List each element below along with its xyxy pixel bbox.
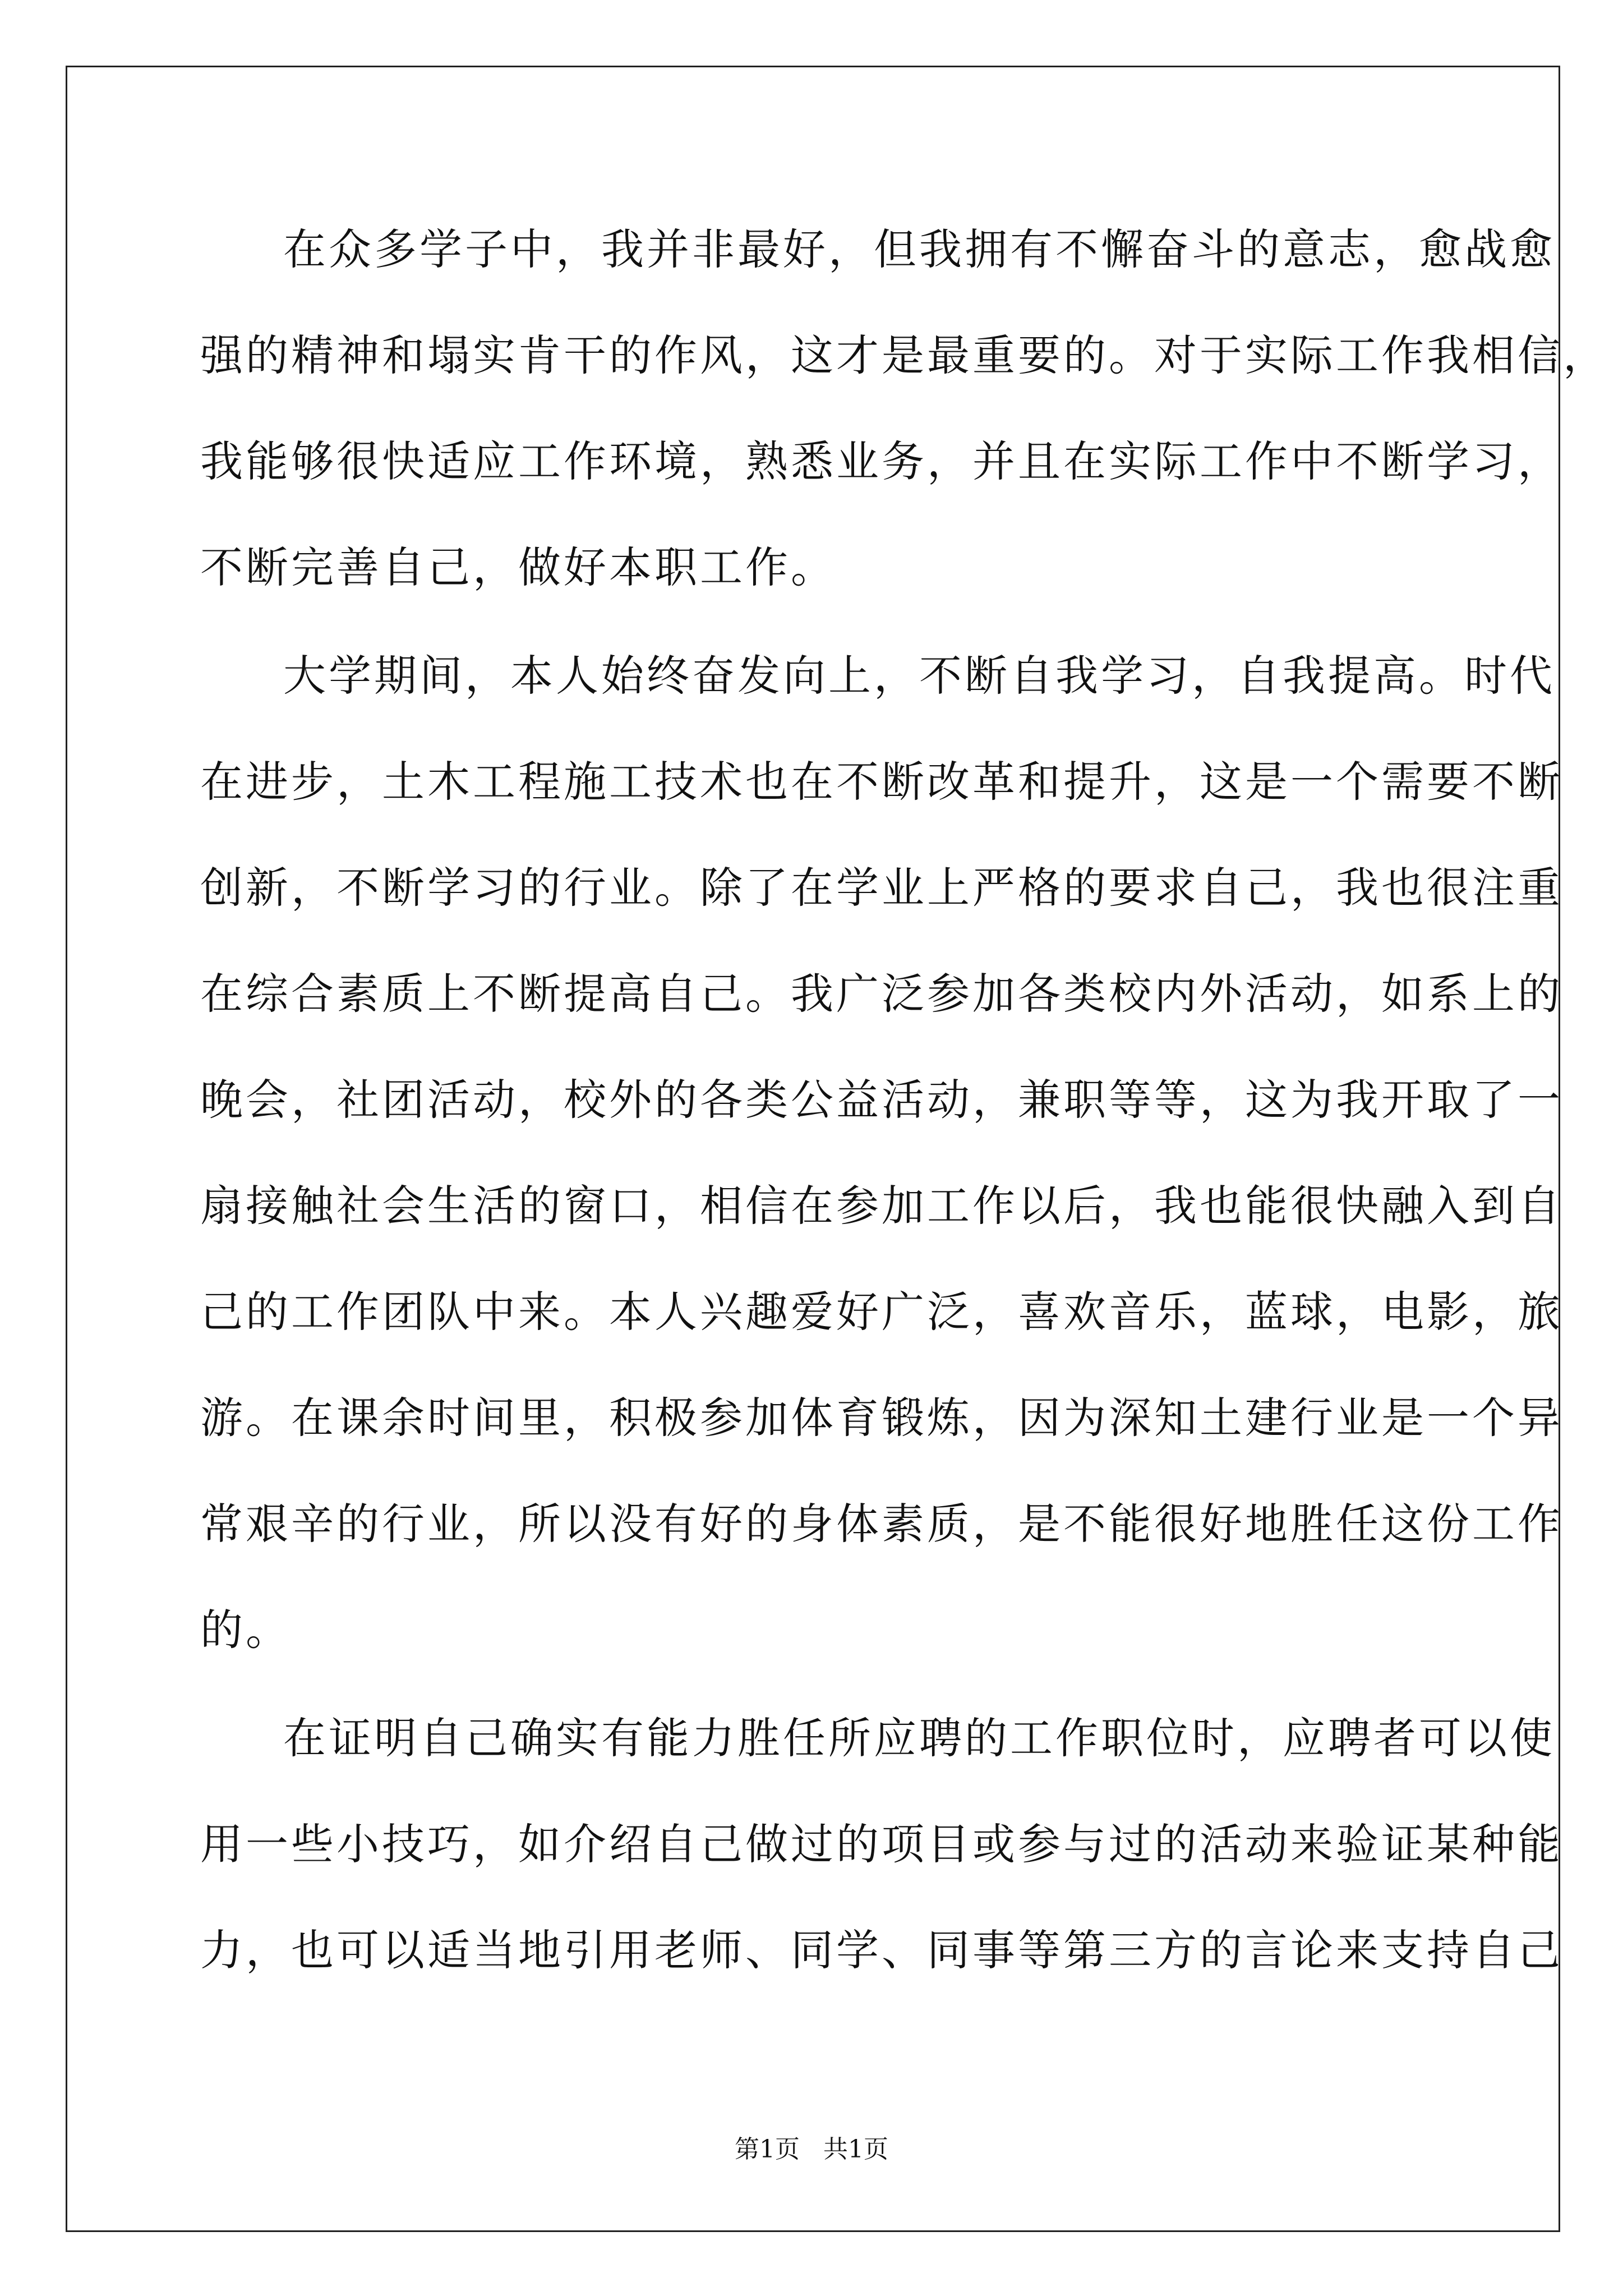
text-line: 创新，不断学习的行业。除了在学业上严格的要求自己，我也很注重 bbox=[200, 863, 1563, 913]
text-line: 不断完善自己，做好本职工作。 bbox=[200, 542, 836, 592]
text-line: 我能够很快适应工作环境，熟悉业务，并且在实际工作中不断学习， bbox=[200, 436, 1563, 486]
text-line: 力，也可以适当地引用老师、同学、同事等第三方的言论来支持自己 bbox=[200, 1925, 1563, 1975]
text-line: 用一些小技巧，如介绍自己做过的项目或参与过的活动来验证某种能 bbox=[200, 1819, 1563, 1869]
text-line: 常艰辛的行业，所以没有好的身体素质，是不能很好地胜任这份工作 bbox=[200, 1499, 1563, 1549]
text-line: 在进步，土木工程施工技术也在不断改革和提升，这是一个需要不断 bbox=[200, 757, 1563, 807]
text-line: 己的工作团队中来。本人兴趣爱好广泛，喜欢音乐，蓝球，电影，旅 bbox=[200, 1287, 1563, 1337]
text-line: 在众多学子中，我并非最好，但我拥有不懈奋斗的意志，愈战愈 bbox=[283, 224, 1555, 274]
page-number-footer: 第1页 共1页 bbox=[735, 2135, 888, 2164]
text-line: 的。 bbox=[200, 1605, 291, 1655]
page-border bbox=[66, 66, 1560, 2232]
text-line: 扇接触社会生活的窗口，相信在参加工作以后，我也能很快融入到自 bbox=[200, 1181, 1563, 1231]
text-line: 游。在课余时间里，积极参加体育锻炼，因为深知土建行业是一个异 bbox=[200, 1393, 1563, 1443]
text-line: 在证明自己确实有能力胜任所应聘的工作职位时，应聘者可以使 bbox=[283, 1713, 1555, 1763]
text-line: 晚会，社团活动，校外的各类公益活动，兼职等等，这为我开取了一 bbox=[200, 1075, 1563, 1125]
text-line: 在综合素质上不断提高自己。我广泛参加各类校内外活动，如系上的 bbox=[200, 969, 1563, 1019]
text-line: 强的精神和塌实肯干的作风，这才是最重要的。对于实际工作我相信， bbox=[200, 330, 1608, 380]
text-line: 大学期间，本人始终奋发向上，不断自我学习，自我提高。时代 bbox=[283, 651, 1555, 701]
